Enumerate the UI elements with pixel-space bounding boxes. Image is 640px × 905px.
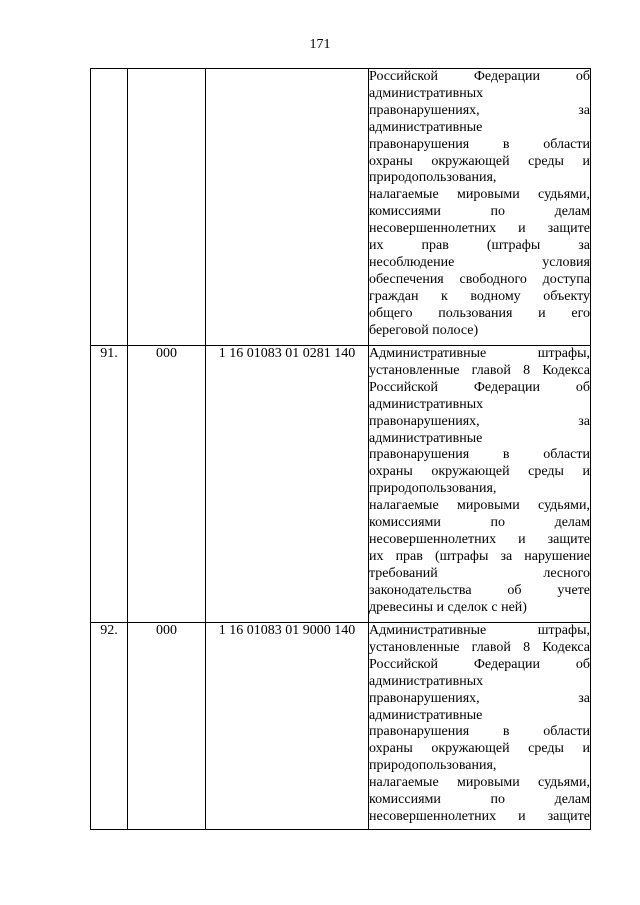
- description-line: древесины и сделок с ней): [369, 599, 527, 615]
- row-number-cell: [91, 69, 128, 346]
- description-line: их прав (штрафы за нарушение: [369, 548, 590, 564]
- description-line: административные: [369, 430, 483, 446]
- description-line: комиссиями по делам: [369, 204, 590, 220]
- budget-code-cell: 1 16 01083 01 0281 140: [206, 346, 369, 623]
- description-line: несовершеннолетних и защите: [369, 221, 590, 237]
- description-line: административных: [369, 85, 484, 101]
- description-line: законодательства об учете: [369, 582, 590, 598]
- description-line: общего пользования и его: [369, 305, 590, 321]
- description-line: природопользования,: [369, 170, 497, 186]
- description-line: правонарушения в области: [369, 724, 590, 740]
- description-line: охраны окружающей среды и: [369, 153, 590, 169]
- description-line: административных: [369, 396, 484, 412]
- description-cell: [369, 69, 591, 346]
- budget-code-cell: [206, 69, 369, 346]
- description-line: несоблюдение условия: [369, 254, 590, 270]
- row-number-cell: 91.: [91, 346, 128, 623]
- description-line: комиссиями по делам: [369, 515, 590, 531]
- description-line: природопользования,: [369, 481, 497, 497]
- description-line: правонарушениях, за: [369, 690, 590, 706]
- description-line: Российской Федерации об: [369, 69, 590, 84]
- description-line: несовершеннолетних и защите: [369, 531, 590, 547]
- budget-code-cell: 1 16 01083 01 9000 140: [206, 623, 369, 830]
- description-line: Административные штрафы,: [369, 346, 590, 361]
- description-line: налагаемые мировыми судьями,: [369, 187, 590, 203]
- administrator-code-cell: 000: [128, 346, 206, 623]
- budget-classification-table: [90, 68, 591, 830]
- description-line: их прав (штрафы за: [369, 238, 590, 254]
- page-number: 171: [309, 37, 331, 52]
- description-line: правонарушениях, за: [369, 413, 590, 429]
- description-line: административные: [369, 707, 483, 723]
- description-line: комиссиями по делам: [369, 792, 590, 808]
- description-line: правонарушениях, за: [369, 102, 590, 118]
- description-line: правонарушения в области: [369, 136, 590, 152]
- description-line: установленные главой 8 Кодекса: [369, 362, 590, 378]
- description-line: граждан к водному объекту: [369, 288, 590, 304]
- description-line: административных: [369, 673, 484, 689]
- description-line: Административные штрафы,: [369, 623, 590, 638]
- description-line: установленные главой 8 Кодекса: [369, 639, 590, 655]
- table-row: [91, 346, 591, 623]
- description-line: Российской Федерации об: [369, 656, 590, 672]
- description-line: природопользования,: [369, 758, 497, 774]
- description-line: налагаемые мировыми судьями,: [369, 498, 590, 514]
- description-line: несовершеннолетних и защите: [369, 808, 590, 824]
- row-number-cell: 92.: [91, 623, 128, 830]
- description-line: правонарушения в области: [369, 447, 590, 463]
- table-row: [91, 69, 591, 346]
- description-line: обеспечения свободного доступа: [369, 271, 590, 287]
- administrator-code-cell: [128, 69, 206, 346]
- description-line: требований лесного: [369, 565, 590, 581]
- administrator-code-cell: 000: [128, 623, 206, 830]
- description-cell: [369, 346, 591, 623]
- description-line: налагаемые мировыми судьями,: [369, 775, 590, 791]
- description-line: Российской Федерации об: [369, 379, 590, 395]
- table-row: [91, 623, 591, 830]
- description-line: административные: [369, 119, 483, 135]
- description-cell: [369, 623, 591, 830]
- description-line: охраны окружающей среды и: [369, 741, 590, 757]
- description-line: береговой полосе): [369, 322, 479, 338]
- description-line: охраны окружающей среды и: [369, 464, 590, 480]
